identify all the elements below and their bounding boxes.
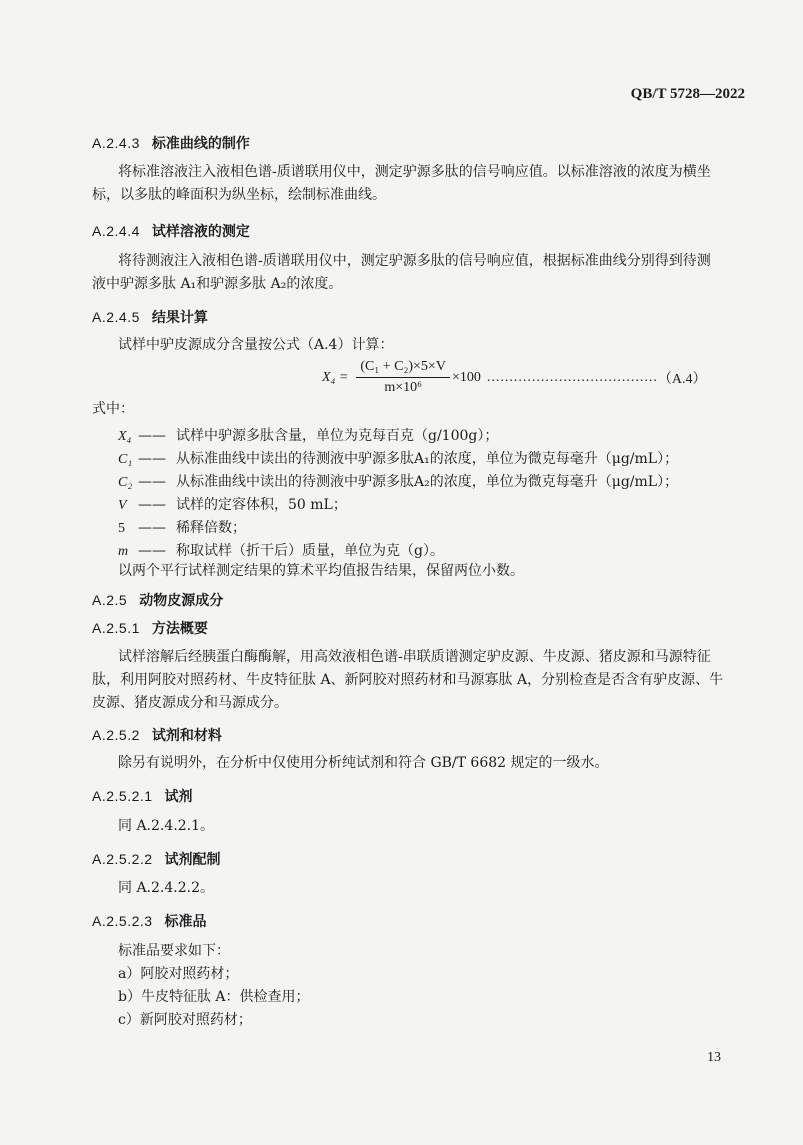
heading-a252 (92, 725, 222, 745)
section-title: 动物皮源成分 (139, 593, 224, 609)
section-title: 标准曲线的制作 (151, 136, 250, 152)
section-title: 试剂和材料 (151, 728, 222, 744)
definition-item (118, 494, 347, 514)
definition-dash: —— (138, 497, 166, 513)
section-number: A.2.4.3 (92, 135, 140, 151)
heading-a25 (92, 590, 223, 610)
list-item: b）牛皮特征肽 A：供检查用； (118, 989, 310, 1005)
definition-dash: —— (138, 543, 166, 559)
paragraph-line: 皮源、猪皮源成分和马源成分。 (92, 695, 288, 711)
definition-text: 试样中驴源多肽含量，单位为克每百克（g/100g）； (176, 428, 499, 444)
definition-symbol: C₂ (118, 475, 133, 490)
formula-a4 (322, 359, 706, 396)
section-number: A.2.4.4 (92, 223, 140, 239)
section-number: A.2.5.2.3 (92, 913, 153, 929)
paragraph-line: 将待测液注入液相色谱-质谱联用仪中，测定驴源多肽的信号响应值，根据标准曲线分别得到待测 (118, 253, 711, 269)
formula-factor: ×100 (451, 369, 481, 385)
paragraph-line: 标，以多肽的峰面积为纵坐标，绘制标准曲线。 (92, 187, 386, 203)
paragraph-line: 液中驴源多肽 A₁和驴源多肽 A₂的浓度。 (92, 276, 343, 292)
paragraph-line: 肽，利用阿胶对照药材、牛皮特征肽 A、新阿胶对照药材和马源寡肽 A，分别检查是否含有驴皮源、牛 (92, 672, 724, 688)
paragraph-line: 同 A.2.4.2.1。 (118, 818, 214, 834)
definition-item (118, 517, 246, 537)
definition-symbol: V (118, 498, 127, 513)
definition-item (118, 425, 498, 445)
formula-denominator: m×10⁶ (384, 380, 422, 395)
heading-a2522 (92, 849, 221, 869)
definition-symbol: m (118, 544, 129, 559)
definition-text: 称取试样（折干后）质量，单位为克（g）。 (176, 543, 444, 559)
where-label: 式中： (92, 401, 134, 417)
definition-text: 从标准曲线中读出的待测液中驴源多肽A₁的浓度，单位为微克每毫升（μg/mL）； (176, 451, 679, 467)
page-number: 13 (707, 1050, 721, 1065)
definition-dash: —— (138, 520, 166, 536)
definition-text: 稀释倍数； (176, 520, 246, 536)
definition-symbol: C₁ (118, 452, 133, 467)
section-number: A.2.4.5 (92, 309, 140, 325)
list-item: a）阿胶对照药材； (118, 966, 239, 982)
definition-symbol: 5 (118, 521, 125, 536)
definition-item (118, 471, 678, 491)
result-note: 以两个平行试样测定结果的算术平均值报告结果，保留两位小数。 (118, 563, 524, 579)
section-title: 试剂配制 (164, 852, 221, 868)
section-number: A.2.5.1 (92, 620, 140, 636)
section-number: A.2.5.2.2 (92, 851, 153, 867)
definition-item (118, 540, 444, 560)
definition-dash: —— (138, 451, 166, 467)
formula-lhs: X₄ = (322, 369, 349, 385)
list-item: c）新阿胶对照药材； (118, 1012, 252, 1028)
paragraph-line: 试样溶解后经胰蛋白酶酶解，用高效液相色谱-串联质谱测定驴皮源、牛皮源、猪皮源和马源特征 (118, 649, 711, 665)
section-title: 方法概要 (151, 621, 208, 637)
section-number: A.2.5 (92, 592, 128, 608)
formula-fraction (356, 359, 450, 396)
definition-symbol: X₄ (118, 429, 132, 444)
section-title: 试剂 (164, 789, 193, 805)
definition-item (118, 448, 678, 468)
section-number: A.2.5.2.1 (92, 788, 153, 804)
section-title: 结果计算 (151, 310, 208, 326)
section-title: 标准品 (164, 914, 207, 930)
heading-a243 (92, 133, 250, 153)
formula-numerator: (C₁ + C₂)×5×V (356, 359, 450, 378)
document-code: QB/T 5728—2022 (630, 86, 745, 102)
formula-leader-dots: ...................................... (486, 369, 658, 385)
heading-a245 (92, 307, 208, 327)
heading-a251 (92, 618, 208, 638)
paragraph-line: 试样中驴皮源成分含量按公式（A.4）计算： (118, 337, 394, 353)
definition-text: 从标准曲线中读出的待测液中驴源多肽A₂的浓度，单位为微克每毫升（μg/mL）； (176, 474, 679, 490)
paragraph-line: 同 A.2.4.2.2。 (118, 880, 214, 896)
definition-dash: —— (138, 474, 166, 490)
heading-a2523 (92, 911, 207, 931)
formula-label: （A.4） (657, 371, 707, 387)
paragraph-line: 除另有说明外，在分析中仅使用分析纯试剂和符合 GB/T 6682 规定的一级水。 (118, 755, 609, 771)
section-title: 试样溶液的测定 (151, 224, 250, 240)
definition-dash: —— (138, 428, 166, 444)
heading-a2521 (92, 786, 193, 806)
definition-text: 试样的定容体积，50 mL； (176, 497, 347, 513)
heading-a244 (92, 221, 250, 241)
paragraph-line: 标准品要求如下： (118, 943, 230, 959)
section-number: A.2.5.2 (92, 727, 140, 743)
paragraph-line: 将标准溶液注入液相色谱-质谱联用仪中，测定驴源多肽的信号响应值。以标准溶液的浓度为横坐 (118, 164, 711, 180)
